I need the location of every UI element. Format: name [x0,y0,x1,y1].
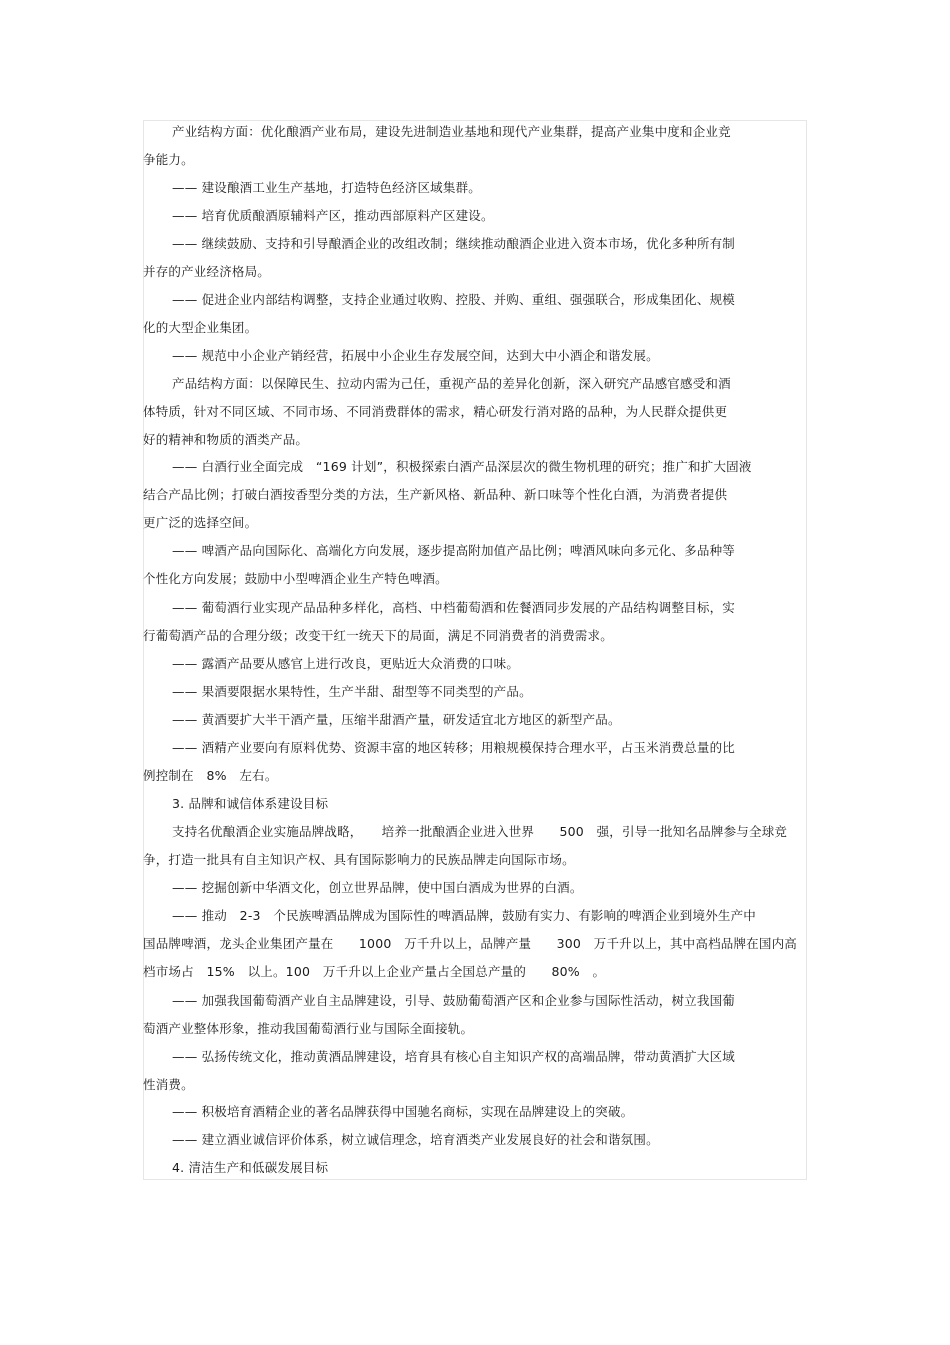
text-line: 体特质，针对不同区域、不同市场、不同消费群体的需求，精心研发行消对路的品种，为人民群众提供更 [143,404,728,419]
text-line: 档市场占 15% 以上。100 万千升以上企业产量占全国总产量的 80% 。 [143,964,606,979]
text-line: 争，打造一批具有自主知识产权、具有国际影响力的民族品牌走向国际市场。 [143,852,575,867]
text-line: —— 白酒行业全面完成 “169 计划”，积极探索白酒产品深层次的微生物机理的研究；推广和扩大固液 [172,459,752,474]
text-line: 个性化方向发展；鼓励中小型啤酒企业生产特色啤酒。 [143,571,448,586]
text-line: —— 继续鼓励、支持和引导酿酒企业的改组改制；继续推动酿酒企业进入资本市场，优化多种所有制 [172,236,735,251]
text-line: 更广泛的选择空间。 [143,515,258,530]
text-line: 争能力。 [143,152,194,167]
text-line: 产品结构方面：以保障民生、拉动内需为己任，重视产品的差异化创新，深入研究产品感官感受和酒 [172,376,731,391]
text-line: 产业结构方面：优化酿酒产业布局，建设先进制造业基地和现代产业集群，提高产业集中度和企业竞 [172,124,731,139]
text-line: —— 规范中小企业产销经营，拓展中小企业生存发展空间，达到大中小酒企和谐发展。 [172,348,659,363]
text-line: —— 加强我国葡萄酒产业自主品牌建设，引导、鼓励葡萄酒产区和企业参与国际性活动，树立我国葡 [172,993,735,1008]
text-line: —— 培育优质酿酒原辅料产区，推动西部原料产区建设。 [172,208,494,223]
text-line: —— 果酒要限据水果特性，生产半甜、甜型等不同类型的产品。 [172,684,532,699]
text-line: 国品牌啤酒，龙头企业集团产量在 1000 万千升以上，品牌产量 300 万千升以上，其中高档品牌在国内高 [143,936,797,951]
text-line: 支持名优酿酒企业实施品牌战略， 培养一批酿酒企业进入世界 500 强，引导一批知名品牌参与全球竞 [172,824,788,839]
text-line: 例控制在 8% 左右。 [143,768,278,783]
text-line: 行葡萄酒产品的合理分级；改变干红一统天下的局面，满足不同消费者的消费需求。 [143,628,613,643]
text-line: 3. 品牌和诚信体系建设目标 [172,796,329,811]
text-line: 并存的产业经济格局。 [143,264,271,279]
text-line: —— 黄酒要扩大半干酒产量，压缩半甜酒产量，研发适宜北方地区的新型产品。 [172,712,621,727]
text-line: —— 葡萄酒行业实现产品品种多样化，高档、中档葡萄酒和佐餐酒同步发展的产品结构调整目标，实 [172,600,735,615]
text-line: —— 啤酒产品向国际化、高端化方向发展，逐步提高附加值产品比例；啤酒风味向多元化、多品种等 [172,543,735,558]
text-line: 萄酒产业整体形象，推动我国葡萄酒行业与国际全面接轨。 [143,1021,474,1036]
text-line: —— 挖掘创新中华酒文化，创立世界品牌，使中国白酒成为世界的白酒。 [172,880,583,895]
text-line: 性消费。 [143,1077,194,1092]
text-line: —— 建立酒业诚信评价体系，树立诚信理念，培育酒类产业发展良好的社会和谐氛围。 [172,1132,659,1147]
text-line: 结合产品比例；打破白酒按香型分类的方法，生产新风格、新品种、新口味等个性化白酒，为消费者提供 [143,487,728,502]
text-line: —— 酒精产业要向有原料优势、资源丰富的地区转移；用粮规模保持合理水平，占玉米消费总量的比 [172,740,735,755]
text-line: —— 推动 2-3 个民族啤酒品牌成为国际性的啤酒品牌，鼓励有实力、有影响的啤酒企业到境外生产中 [172,908,756,923]
text-line: —— 露酒产品要从感官上进行改良，更贴近大众消费的口味。 [172,656,520,671]
text-line: 4. 清洁生产和低碳发展目标 [172,1160,329,1175]
text-line: 好的精神和物质的酒类产品。 [143,432,309,447]
text-line: 化的大型企业集团。 [143,320,258,335]
text-line: —— 建设酿酒工业生产基地，打造特色经济区域集群。 [172,180,481,195]
text-line: —— 积极培育酒精企业的著名品牌获得中国驰名商标，实现在品牌建设上的突破。 [172,1104,634,1119]
text-line: —— 促进企业内部结构调整，支持企业通过收购、控股、并购、重组、强强联合，形成集团化、规模 [172,292,735,307]
text-line: —— 弘扬传统文化，推动黄酒品牌建设，培育具有核心自主知识产权的高端品牌，带动黄酒扩大区域 [172,1049,735,1064]
